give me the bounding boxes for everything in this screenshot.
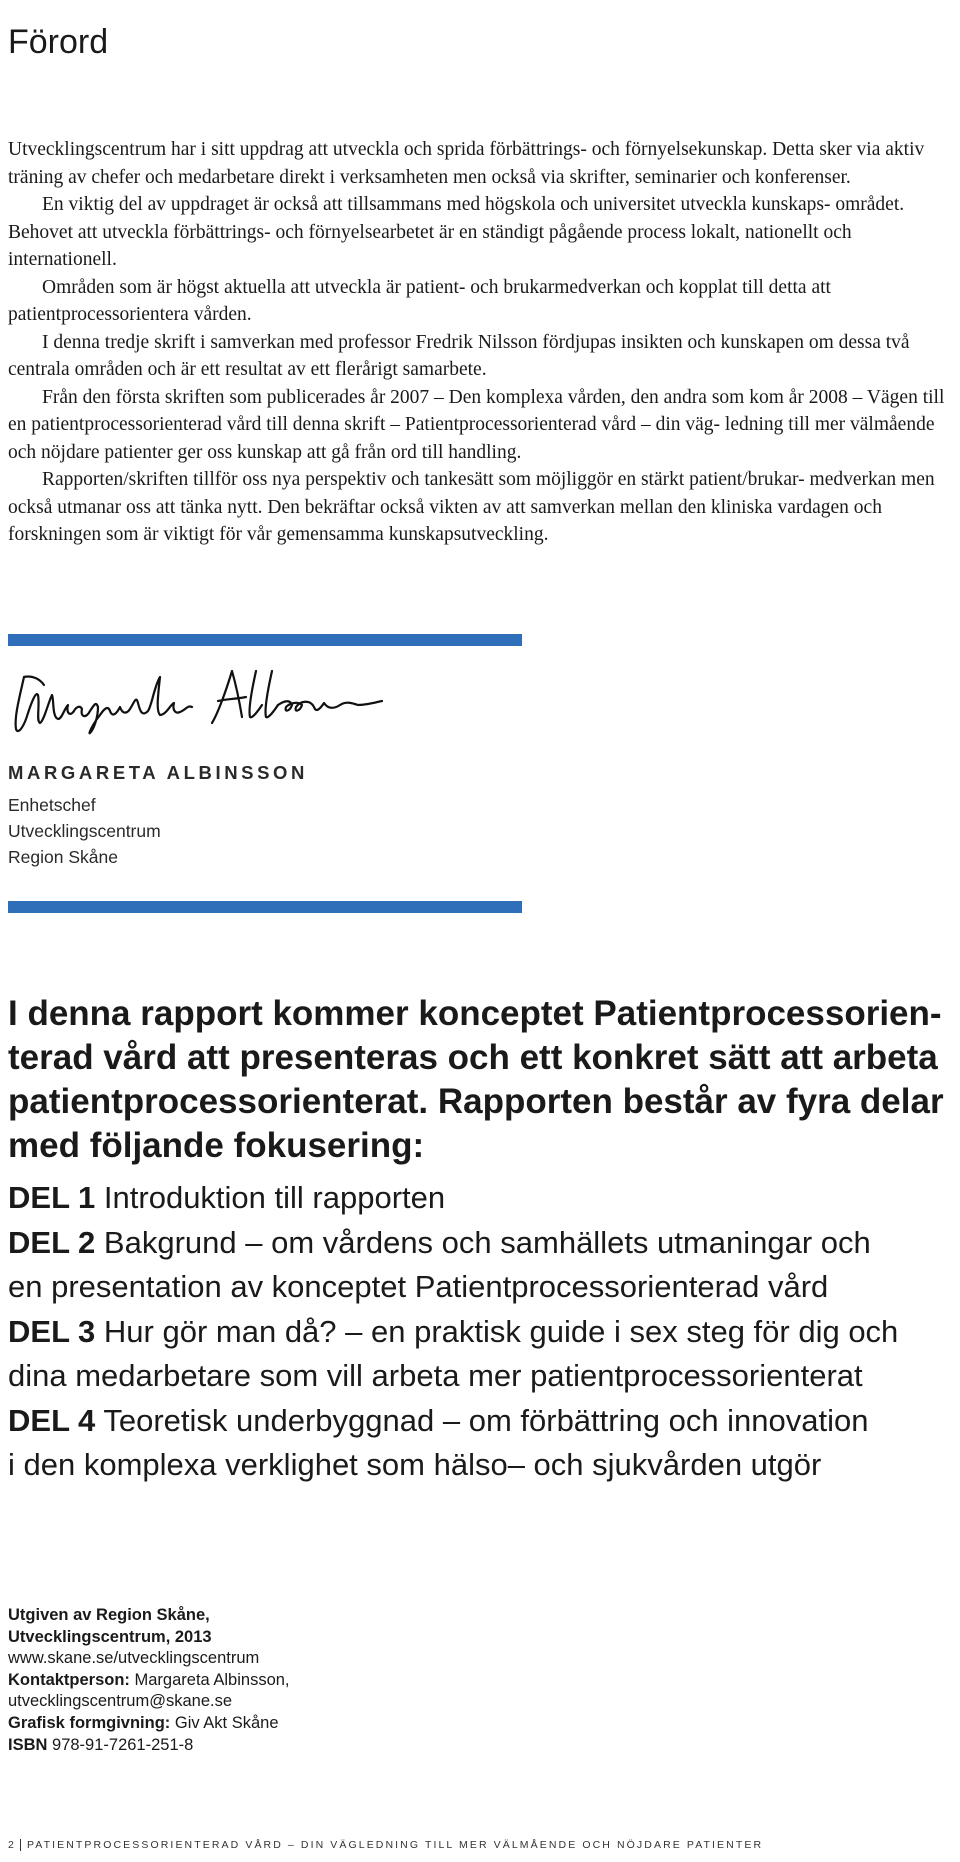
text-line: Från den första skriften som publicerades år 2007 – Den komplexa vården, den andra som kom år 2008 bbox=[42, 386, 848, 408]
signatory-role: Enhetschef bbox=[8, 795, 96, 815]
isbn-label: ISBN bbox=[8, 1735, 48, 1754]
part-4-continued: i den komplexa verklighet som hälso– och sjukvården utgör bbox=[8, 1447, 822, 1482]
contact-label: Kontaktperson: bbox=[8, 1670, 130, 1689]
isbn-value: 978-91-7261-251-8 bbox=[52, 1735, 194, 1754]
part-1 bbox=[8, 1176, 960, 1221]
foreword-paragraph bbox=[8, 274, 958, 329]
foreword-paragraph bbox=[8, 191, 958, 274]
foreword-paragraph bbox=[8, 384, 958, 467]
intro-line: med följande fokusering: bbox=[8, 1126, 425, 1165]
text-line: Detta sker via aktiv träning av chefer och medarbetare direkt i verksamheten men också via skrifter, bbox=[8, 139, 925, 188]
contact-email[interactable]: utvecklingscentrum@skane.se bbox=[8, 1692, 233, 1711]
text-line: området. Behovet att utveckla förbättrings- och förnyelsearbetet är en ständigt pågående process lokalt, bbox=[8, 194, 905, 243]
text-line: Områden som är högst aktuella att utveckla är patient- och brukarmedverkan och kopplat till detta att bbox=[42, 276, 831, 298]
design-label: Grafisk formgivning: bbox=[8, 1713, 171, 1732]
part-description: Bakgrund – om vårdens och samhällets utmaningar och bbox=[103, 1224, 871, 1260]
part-label: DEL 1 bbox=[8, 1180, 96, 1215]
part-description: Hur gör man då? – en praktisk guide i sex steg för dig och bbox=[103, 1313, 899, 1349]
text-line: seminarier och konferenser. bbox=[634, 166, 851, 188]
part-label: DEL 4 bbox=[8, 1402, 96, 1438]
website-link[interactable]: www.skane.se/utvecklingscentrum bbox=[8, 1649, 260, 1668]
part-4 bbox=[8, 1399, 960, 1444]
footer-separator bbox=[20, 1839, 21, 1851]
foreword-paragraph bbox=[8, 466, 958, 549]
text-line: ledning till mer välmående och nöjdare patienter ger oss kunskap att gå från ord till handling. bbox=[8, 414, 935, 463]
design-value: Giv Akt Skåne bbox=[174, 1713, 279, 1732]
signatory-unit: Utvecklingscentrum bbox=[8, 821, 161, 841]
text-line: Rapporten/skriften tillför oss nya perspektiv och tankesätt som möjliggör en stärkt patient/brukar- bbox=[42, 469, 805, 490]
report-parts-list bbox=[8, 1176, 960, 1488]
handwritten-signature bbox=[10, 665, 390, 740]
signatory-org: Region Skåne bbox=[8, 847, 118, 867]
text-line: nationellt och internationell. bbox=[8, 221, 852, 270]
colophon bbox=[8, 1605, 290, 1756]
text-line: dessa två centrala områden och är ett resultat av ett flerårigt samarbete. bbox=[8, 331, 910, 380]
text-line: medverkan men också utmanar oss att tänka nytt. Den bekräftar också vikten av att samverkan mellan bbox=[8, 469, 935, 518]
contact bbox=[8, 1670, 290, 1692]
running-title: PATIENTPROCESSORIENTERAD VÅRD – DIN VÄGLEDNING TILL MER VÄLMÅENDE OCH NÖJDARE PATIENTER bbox=[26, 1839, 764, 1851]
text-line: – Vägen till en patientprocessorienterad vård till denna skrift – Patientprocessorienterad vård – din väg- bbox=[8, 386, 945, 435]
intro-line: patientprocessorienterat. Rapporten består av fyra delar bbox=[8, 1082, 944, 1121]
part-3-continued: dina medarbetare som vill arbeta mer patientprocessorienterat bbox=[8, 1358, 863, 1393]
page-number: 2 bbox=[8, 1839, 16, 1851]
contact-name: Margareta Albinsson, bbox=[134, 1670, 290, 1689]
foreword-paragraph bbox=[8, 329, 958, 384]
page-title: Förord bbox=[8, 22, 109, 61]
report-intro bbox=[8, 992, 958, 1168]
part-label: DEL 3 bbox=[8, 1313, 96, 1349]
signatory-name: MARGARETA ALBINSSON bbox=[8, 762, 308, 783]
foreword-paragraph bbox=[8, 136, 958, 191]
text-line: En viktig del av uppdraget är också att tillsammans med högskola och universitet utveckla kunskaps- bbox=[42, 194, 831, 215]
page-footer bbox=[8, 1839, 763, 1851]
design-credit bbox=[8, 1713, 290, 1735]
part-label: DEL 2 bbox=[8, 1224, 96, 1260]
text-line: patientprocessorientera vården. bbox=[8, 304, 252, 325]
text-line: I denna tredje skrift i samverkan med professor Fredrik Nilsson fördjupas insikten och kunskapen om bbox=[42, 331, 834, 353]
signatory-info bbox=[8, 792, 161, 870]
intro-line: I denna rapport kommer konceptet Patientprocessorien- bbox=[8, 994, 942, 1033]
accent-bar-top bbox=[8, 634, 522, 646]
publisher: Utgiven av Region Skåne, bbox=[8, 1606, 210, 1624]
part-3 bbox=[8, 1310, 960, 1355]
isbn bbox=[8, 1735, 290, 1757]
foreword-text bbox=[8, 136, 958, 549]
part-2-continued: en presentation av konceptet Patientprocessorienterad vård bbox=[8, 1269, 829, 1304]
part-2 bbox=[8, 1221, 960, 1266]
publisher-unit: Utvecklingscentrum, 2013 bbox=[8, 1627, 212, 1646]
intro-line: terad vård att presenteras och ett konkret sätt att arbeta bbox=[8, 1038, 938, 1077]
accent-bar-bottom bbox=[8, 901, 522, 913]
part-description: Teoretisk underbyggnad – om förbättring och innovation bbox=[103, 1402, 869, 1438]
text-line: den kliniska vardagen och forskningen som är viktigt för vår gemensamma kunskapsutveckling. bbox=[8, 496, 882, 545]
part-description: Introduktion till rapporten bbox=[103, 1180, 446, 1215]
text-line: Utvecklingscentrum har i sitt uppdrag att utveckla och sprida förbättrings- och förnyelsekunskap. bbox=[8, 139, 768, 160]
